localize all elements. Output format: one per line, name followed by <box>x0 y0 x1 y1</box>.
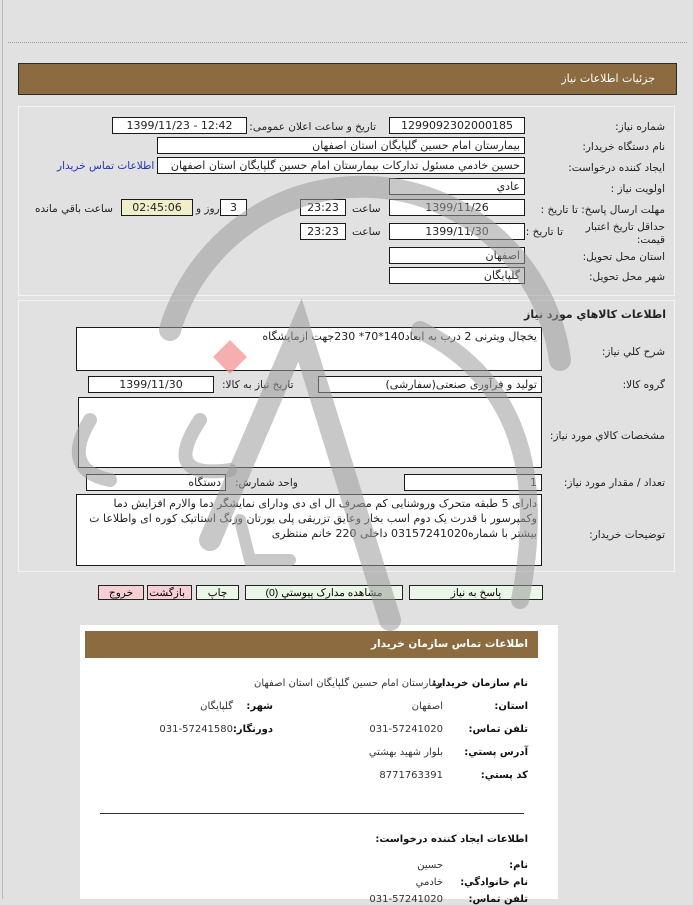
fax-label: دورنگار: <box>232 724 273 735</box>
announce-label: تاريخ و ساعت اعلان عمومی: <box>249 121 376 133</box>
first-name-value: حسين <box>417 860 443 871</box>
phone-label: تلفن تماس: <box>468 724 528 735</box>
postal-code-label: کد پستي: <box>480 770 528 781</box>
quantity-label: تعداد / مقدار مورد نياز: <box>563 477 665 489</box>
price-validity-time: 23:23 <box>300 223 346 240</box>
last-name-value: خادمي <box>415 877 443 888</box>
creator-field: حسين خادمي مسئول تدارکات بيمارستان امام حسين گلپايگان استان اصفهان <box>157 157 525 174</box>
summary-label: شرح کلي نياز: <box>601 346 665 358</box>
reply-button[interactable]: پاسخ به نياز <box>409 585 543 600</box>
details-panel <box>18 106 675 296</box>
last-name-label: نام خانوادگي: <box>460 877 528 888</box>
need-date-label: تاريخ نياز به کالا: <box>222 379 294 391</box>
city-label: شهر: <box>246 701 273 712</box>
remaining-label: ساعت باقي مانده <box>35 203 113 215</box>
goods-group-field: توليد و فرآوری صنعتی(سفارشی) <box>318 376 542 393</box>
creator-label: ايجاد کننده درخواست: <box>568 162 665 174</box>
quantity-field: 1 <box>404 474 542 491</box>
days-label: روز و <box>196 203 220 215</box>
unit-field: دستگاه <box>86 474 226 491</box>
price-to-date-label: تا تاريخ : <box>525 226 563 238</box>
delivery-province-field: اصفهان <box>389 247 525 264</box>
delivery-city-label: شهر محل تحويل: <box>589 271 665 283</box>
price-validity-date: 1399/11/30 <box>389 223 525 240</box>
fax-value: 031-57241580 <box>159 724 233 735</box>
specs-field <box>78 397 542 468</box>
need-number-label: شماره نياز: <box>615 121 665 133</box>
buyer-notes-field: دارای 5 طبقه متحرک وروشنایی کم مصرف ال ای دی ودارای نمایشگر دما والارم افزایش دما وکمپرسور با قدرت یک دوم اسب بخار وعایق تزریقی پلی یورتان ورنگ استاتیک کوره ای واطلاعا ت بیشتر با شماره03157241020 داخلی 220 خانم منتظری <box>76 494 542 566</box>
time-remaining: 02:45:06 <box>121 199 193 216</box>
print-button[interactable]: چاپ <box>196 585 239 600</box>
buyer-notes-label: توضيحات خريدار: <box>589 529 665 541</box>
org-name-label: نام سازمان خريدار: <box>432 678 528 689</box>
creator-phone-value: 031-57241020 <box>369 894 443 905</box>
page-title: جزئيات اطلاعات نياز <box>561 72 655 85</box>
delivery-province-label: استان محل تحويل: <box>582 251 665 263</box>
first-name-label: نام: <box>509 860 528 871</box>
contact-card-title: اطلاعات تماس سازمان خريدار <box>371 638 528 650</box>
goods-heading: اطلاعات کالاهاي مورد نياز <box>524 308 666 321</box>
creator-phone-label: تلفن تماس: <box>468 894 528 905</box>
announce-field: 1399/11/23 - 12:42 <box>112 117 247 134</box>
postal-code-value: 8771763391 <box>379 770 443 781</box>
attachments-button[interactable]: مشاهده مدارک پيوستي (0) <box>245 585 403 600</box>
contact-divider <box>100 813 524 814</box>
top-divider <box>8 42 687 43</box>
reply-deadline-time: 23:23 <box>300 199 346 216</box>
address-label: آدرس پستي: <box>464 747 528 758</box>
reply-deadline-label: مهلت ارسال پاسخ: تا تاريخ : <box>540 204 665 216</box>
province-label: استان: <box>494 701 528 712</box>
address-value: بلوار شهيد بهشتي <box>368 747 443 758</box>
city-value: گلپايگان <box>200 701 233 712</box>
province-value: اصفهان <box>411 701 443 712</box>
price-validity-label: حداقل تاريخ اعتبار قيمت: <box>585 221 665 246</box>
unit-label: واحد شمارش: <box>235 477 298 489</box>
price-time-label: ساعت <box>352 226 381 238</box>
reply-time-label: ساعت <box>352 203 381 215</box>
need-number-field: 1299092302000185 <box>389 117 525 134</box>
page-title-bar <box>18 63 677 95</box>
back-button[interactable]: بازگشت <box>147 585 192 600</box>
left-border <box>2 0 3 899</box>
summary-field: يخچال ويترنی 2 درب به ابعاد140*70* 230جهت ازمايشگاه <box>76 327 542 371</box>
priority-field: عادي <box>389 178 525 195</box>
creator-info-heading: اطلاعات ايجاد کننده درخواست: <box>375 834 528 845</box>
org-name-value: بيمارستان امام حسين گلپايگان استان اصفهان <box>254 678 443 689</box>
buyer-contact-link[interactable]: اطلاعات تماس خريدار <box>57 160 155 172</box>
days-remaining: 3 <box>220 199 247 216</box>
priority-label: اولويت نياز : <box>610 183 665 195</box>
reply-deadline-date: 1399/11/26 <box>389 199 525 216</box>
delivery-city-field: گلپايگان <box>389 267 525 284</box>
buyer-contact-card <box>80 625 558 905</box>
need-date-field: 1399/11/30 <box>88 376 214 393</box>
buyer-org-label: نام دستگاه خريدار: <box>582 141 665 153</box>
specs-label: مشخصات کالاي مورد نياز: <box>549 430 665 442</box>
exit-button[interactable]: خروج <box>98 585 144 600</box>
phone-value: 031-57241020 <box>369 724 443 735</box>
buyer-org-field: بيمارستان امام حسين گلپايگان استان اصفهان <box>157 137 525 154</box>
contact-card-header <box>85 631 538 658</box>
goods-group-label: گروه کالا: <box>622 379 665 391</box>
